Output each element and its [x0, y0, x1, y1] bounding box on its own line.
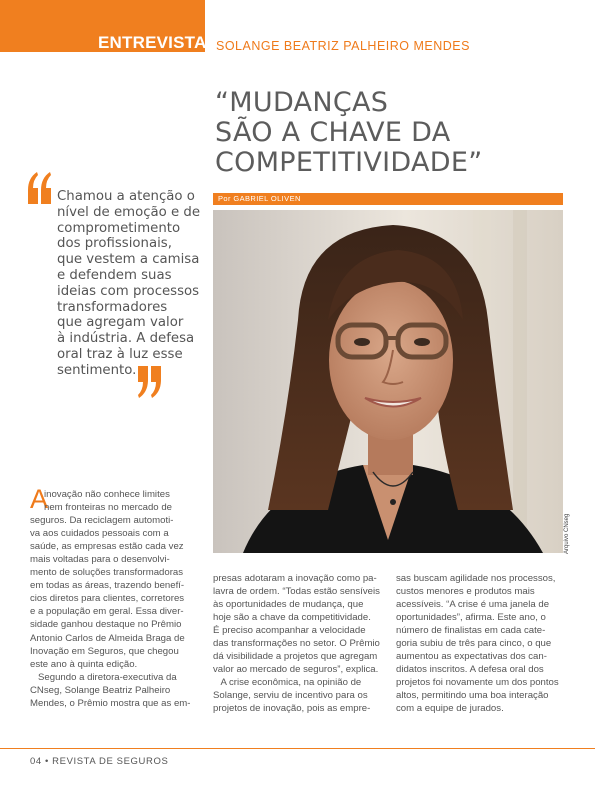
text-line: dá visibilidade a projetos que agregam [213, 651, 378, 663]
text-line: CNseg, Solange Beatriz Palheiro [30, 684, 171, 696]
text-line: va aos cuidados pessoais com a [30, 528, 169, 540]
text-line: lavra de ordem. “Todas estão sensíveis [213, 586, 380, 598]
text-line: altos, permitindo uma boa interação [396, 690, 549, 702]
text-line: É preciso acompanhar a velocidade [213, 625, 366, 637]
text-line: projetos de inovação, pois as empre- [213, 703, 371, 715]
quote-line: oral traz à luz esse [57, 346, 183, 362]
text-line: goria subiu de três para cinco, o que [396, 638, 552, 650]
article-column-3 [396, 572, 568, 716]
text-line: didatos inscritos. A defesa oral dos [396, 664, 544, 676]
text-line: número de finalistas em cada cate- [396, 625, 546, 637]
quote-line: que agregam valor [57, 315, 184, 331]
text-line: Solange, serviu de incentivo para os [213, 690, 368, 702]
text-line: inovação não conhece limites [44, 489, 170, 500]
text-line: às oportunidades de mudança, que [213, 599, 364, 611]
drop-cap: A [30, 484, 49, 514]
byline: Por GABRIEL OLIVEN [218, 194, 301, 203]
quote-line: e defendem suas [57, 267, 172, 283]
text-line: das transformações no setor. O Prêmio [213, 638, 380, 650]
text-line: cios diretos para clientes, corretores [30, 593, 185, 605]
title-line: COMPETITIVIDADE” [215, 147, 483, 178]
text-line: em todas as áreas, trazendo benefí- [30, 580, 185, 592]
quote-line: sentimento. [57, 362, 137, 378]
open-quote-icon [26, 170, 54, 206]
text-line: hoje são a chave da competitividade. [213, 612, 371, 624]
section-label: ENTREVISTA [98, 33, 207, 52]
quote-line: transformadores [57, 299, 168, 315]
text-line: Mendes, o Prêmio mostra que as em- [30, 697, 191, 709]
text-line: Antonio Carlos de Almeida Braga de [30, 632, 185, 644]
text-line: valor ao mercado de seguros”, explica. [213, 664, 379, 676]
text-line: aumentou as expectativas dos can- [396, 651, 547, 663]
text-line: Inovação em Seguros, que chegou [30, 645, 179, 657]
text-line: acessíveis. “A crise é uma janela de [396, 599, 550, 611]
title-line: SÃO A CHAVE DA [215, 117, 451, 148]
footer-divider [0, 748, 595, 749]
quote-line: à indústria. A defesa [57, 331, 195, 347]
article-title [215, 88, 585, 178]
quote-line: nível de emoção e de [57, 204, 201, 220]
article-column-2 [213, 572, 383, 716]
interviewee-photo [213, 210, 563, 553]
text-line: projetos foi novamente um dos pontos [396, 677, 559, 689]
interviewee-name: SOLANGE BEATRIZ PALHEIRO MENDES [216, 39, 470, 53]
close-quote-icon [137, 366, 163, 400]
text-line: seguros. Da reciclagem automoti- [30, 515, 174, 527]
text-line: mais voltadas para o desenvolvi- [30, 554, 170, 566]
text-line: este ano à quinta edição. [30, 658, 138, 670]
pull-quote [57, 189, 207, 379]
text-line: presas adotaram a inovação como pa- [213, 573, 377, 584]
quote-line: que vestem a camisa [57, 252, 200, 268]
text-line: custos menores e produtos mais [396, 586, 535, 598]
article-column-1 [30, 484, 202, 710]
text-line: oportunidades”, afirma. Este ano, o [396, 612, 546, 624]
text-line: e a população em geral. Essa diver- [30, 606, 184, 618]
title-line: “MUDANÇAS [215, 87, 389, 118]
quote-line: comprometimento [57, 220, 181, 236]
quote-line: Chamou a atenção o [57, 189, 195, 204]
quote-line: ideias com processos [57, 283, 200, 299]
text-line: mento de soluções transformadoras [30, 567, 184, 579]
page-footer: 04 • REVISTA DE SEGUROS [30, 756, 169, 767]
text-line: nem fronteiras no mercado de [44, 502, 172, 514]
text-line: com a equipe de jurados. [396, 703, 504, 715]
photo-credit: Arquivo CNseg [564, 513, 570, 554]
text-line: sidade ganhou destaque no Prêmio [30, 619, 182, 631]
text-line: saúde, as empresas estão cada vez [30, 541, 184, 553]
text-line: A crise econômica, na opinião de [213, 677, 362, 689]
text-line: sas buscam agilidade nos processos, [396, 573, 556, 584]
text-line: Segundo a diretora-executiva da [30, 671, 177, 683]
quote-line: dos profissionais, [57, 236, 172, 252]
